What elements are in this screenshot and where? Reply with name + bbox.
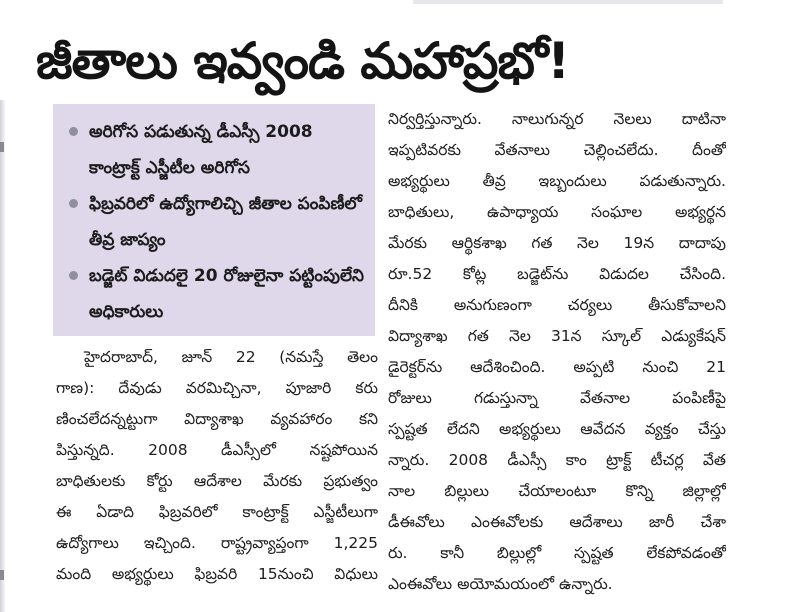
left-page-edge [0,100,6,612]
top-strip [0,0,800,7]
bullet-icon [69,199,78,208]
bullet-icon [69,271,78,280]
article-line: నిర్వర్తిస్తున్నారు. నాలుగున్నర నెలలు దాటినా [388,110,726,128]
highlights-box [53,104,375,336]
article-line: గాణ): దేవుడు వరమిచ్చినా, పూజారి కరు [56,379,378,397]
article-line: విద్యాశాఖ గత నెల 31న స్కూల్ ఎడ్యుకేషన్ [388,327,726,345]
article-line: ణించలేదన్నట్టుగా విద్యాశాఖ వ్యవహారం కని [56,410,378,428]
highlight-item [67,258,369,330]
article-line: అభ్యర్థులు తీవ్ర ఇబ్బందులు పడుతున్నారు. [388,172,726,190]
article-line: డైరెక్టర్‌ను ఆదేశించింది. అప్పటి నుంచి 21 [388,358,726,376]
article-line: బాధితులకు కోర్టు ఆదేశాల మేరకు ప్రభుత్వం [56,472,378,490]
article-line: ఇప్పటివరకు వేతనాలు చెల్లించలేదు. దీంతో [388,141,726,159]
highlight-text: బడ్జెట్ విడుదలై 20 రోజులైనా పట్టింపులేని అధికారులు [89,266,364,322]
article-line: స్పష్టత లేదని అభ్యర్థులు ఆవేదన వ్యక్తం చేస్తు [388,420,726,438]
article-line: ఈ ఏడాది ఫిబ్రవరిలో కాంట్రాక్ట్ ఎస్జీటీలుగా [56,503,378,521]
article-column-right [388,104,726,600]
article-line: రోజులు గడుస్తున్నా వేతనాల పంపిణీపై [388,389,726,407]
article-line: హైదరాబాద్, జూన్ 22 (నమస్తే తెలం [84,348,378,366]
edge-mark [0,570,4,580]
article-line: ఎంఈవోలు అయోమయంలో ఉన్నారు. [388,575,613,593]
article-line: ఉద్యోగాలు ఇచ్చింది. రాష్ట్రవ్యాప్తంగా 1,225 [56,534,378,552]
article-line: దీనికి అనుగుణంగా చర్యలు తీసుకోవాలని [388,296,726,314]
article-line: మేరకు ఆర్థికశాఖ గత నెల 19న దాదాపు [388,234,726,252]
article-line: బాధితులు, ఉపాధ్యాయ సంఘాల అభ్యర్థన [388,203,726,221]
highlight-item [67,114,369,186]
article-line: రు. కానీ బిల్లుల్లో స్పష్టత లేకపోవడంతో [388,544,726,562]
article-line: న్నారు. 2008 డీఎస్సీ కాం ట్రాక్ట్ టీచర్ల వేత [388,451,726,469]
highlight-text: ఫిబ్రవరిలో ఉద్యోగాలిచ్చి జీతాల పంపిణీలో తీవ్ర జాప్యం [89,194,363,250]
article-line: పిస్తున్నది. 2008 డీఎస్సీలో నష్టపోయిన [56,441,378,459]
article-column-left [56,342,378,590]
article-line: నాల బిల్లులు చేయాలంటూ కొన్ని జిల్లాల్లో [388,482,726,500]
headline: జీతాలు ఇవ్వండి మహాప్రభో! [36,32,570,90]
edge-mark [0,142,4,152]
article-line: మంది అభ్యర్థులు ఫిబ్రవరి 15నుంచి విధులు [56,565,378,583]
article-line: డీఈవోలు ఎంఈవోలకు ఆదేశాలు జారీ చేశా [388,513,726,531]
highlights-list [67,114,369,330]
article-line: రూ.52 కోట్ల బడ్జెట్‌ను విడుదల చేసింది. [388,265,726,283]
adjacent-article-edge [413,0,723,4]
highlight-text: అరిగోస పడుతున్న డీఎస్సీ 2008 కాంట్రాక్ట్ ఎస్జీటీల అరిగోస [89,122,313,178]
highlight-item [67,186,369,258]
bullet-icon [69,127,78,136]
